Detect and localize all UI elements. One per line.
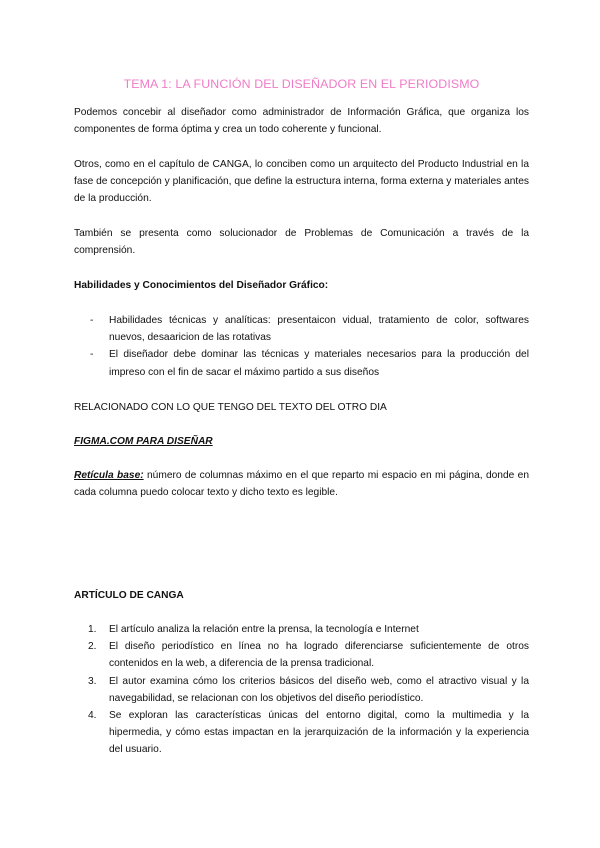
list-item bbox=[74, 638, 529, 672]
bullet-marker: - bbox=[90, 315, 94, 326]
communication-paragraph: También se presenta como solucionador de Problemas de Comunicación a través de la comprensión. bbox=[74, 228, 529, 257]
number-marker: 2. bbox=[88, 641, 97, 653]
figma-heading: FIGMA.COM PARA DISEÑAR bbox=[74, 436, 213, 447]
canga-architect-paragraph: Otros, como en el capítulo de CANGA, lo conciben como un arquitecto del Producto Industrial en la fase de concepción y planificación, que define la estructura interna, forma externa y materiales antes de la producción. bbox=[74, 159, 529, 205]
number-marker: 4. bbox=[88, 710, 97, 722]
canga-heading: ARTÍCULO DE CANGA bbox=[74, 590, 184, 601]
bullet-marker: - bbox=[90, 349, 94, 361]
list-item bbox=[74, 673, 529, 707]
list-item-text: El autor examina cómo los criterios básicos del diseño web, como el atractivo visual y la navegabilidad, se relacionan con los objetivos del diseño periodístico. bbox=[109, 675, 529, 704]
list-item-text: Se exploran las características únicas del entorno digital, como la multimedia y la hipermedia, y cómo estas impactan en la jerarquización de la información y la experiencia del usuario. bbox=[109, 710, 529, 756]
reticula-paragraph bbox=[74, 467, 529, 501]
list-item bbox=[74, 707, 529, 759]
reticula-term: Retícula base: bbox=[74, 470, 144, 481]
reticula-definition: número de columnas máximo en el que reparto mi espacio en mi página, donde en cada columna puedo colocar texto y dicho texto es legible. bbox=[74, 470, 529, 499]
list-item bbox=[74, 621, 529, 638]
skills-list bbox=[74, 312, 529, 381]
list-item bbox=[74, 312, 529, 346]
list-item-text: El diseño periodístico en línea no ha logrado diferenciarse suficientemente de otros contenidos en la web, a diferencia de la prensa tradicional. bbox=[109, 641, 529, 670]
number-marker: 1. bbox=[88, 624, 97, 635]
list-item-text: Habilidades técnicas y analíticas: presentaicon vidual, tratamiento de color, softwares nuevos, desaaricion de las rotativas bbox=[109, 315, 529, 344]
list-item-text: El artículo analiza la relación entre la prensa, la tecnología e Internet bbox=[109, 624, 419, 635]
skills-heading: Habilidades y Conocimientos del Diseñador Gráfico: bbox=[74, 280, 329, 291]
page-title: TEMA 1: LA FUNCIÓN DEL DISEÑADOR EN EL PERIODISMO bbox=[123, 77, 480, 91]
number-marker: 3. bbox=[88, 675, 97, 687]
list-item-text: El diseñador debe dominar las técnicas y materiales necesarios para la producción del impreso con el fin de sacar el máximo partido a sus diseños bbox=[109, 349, 529, 378]
intro-paragraph: Podemos concebir al diseñador como administrador de Información Gráfica, que organiza los componentes de forma óptima y crea un todo coherente y funcional. bbox=[74, 107, 529, 136]
related-note: RELACIONADO CON LO QUE TENGO DEL TEXTO DEL OTRO DIA bbox=[74, 402, 387, 413]
list-item bbox=[74, 346, 529, 380]
canga-list bbox=[74, 621, 529, 759]
